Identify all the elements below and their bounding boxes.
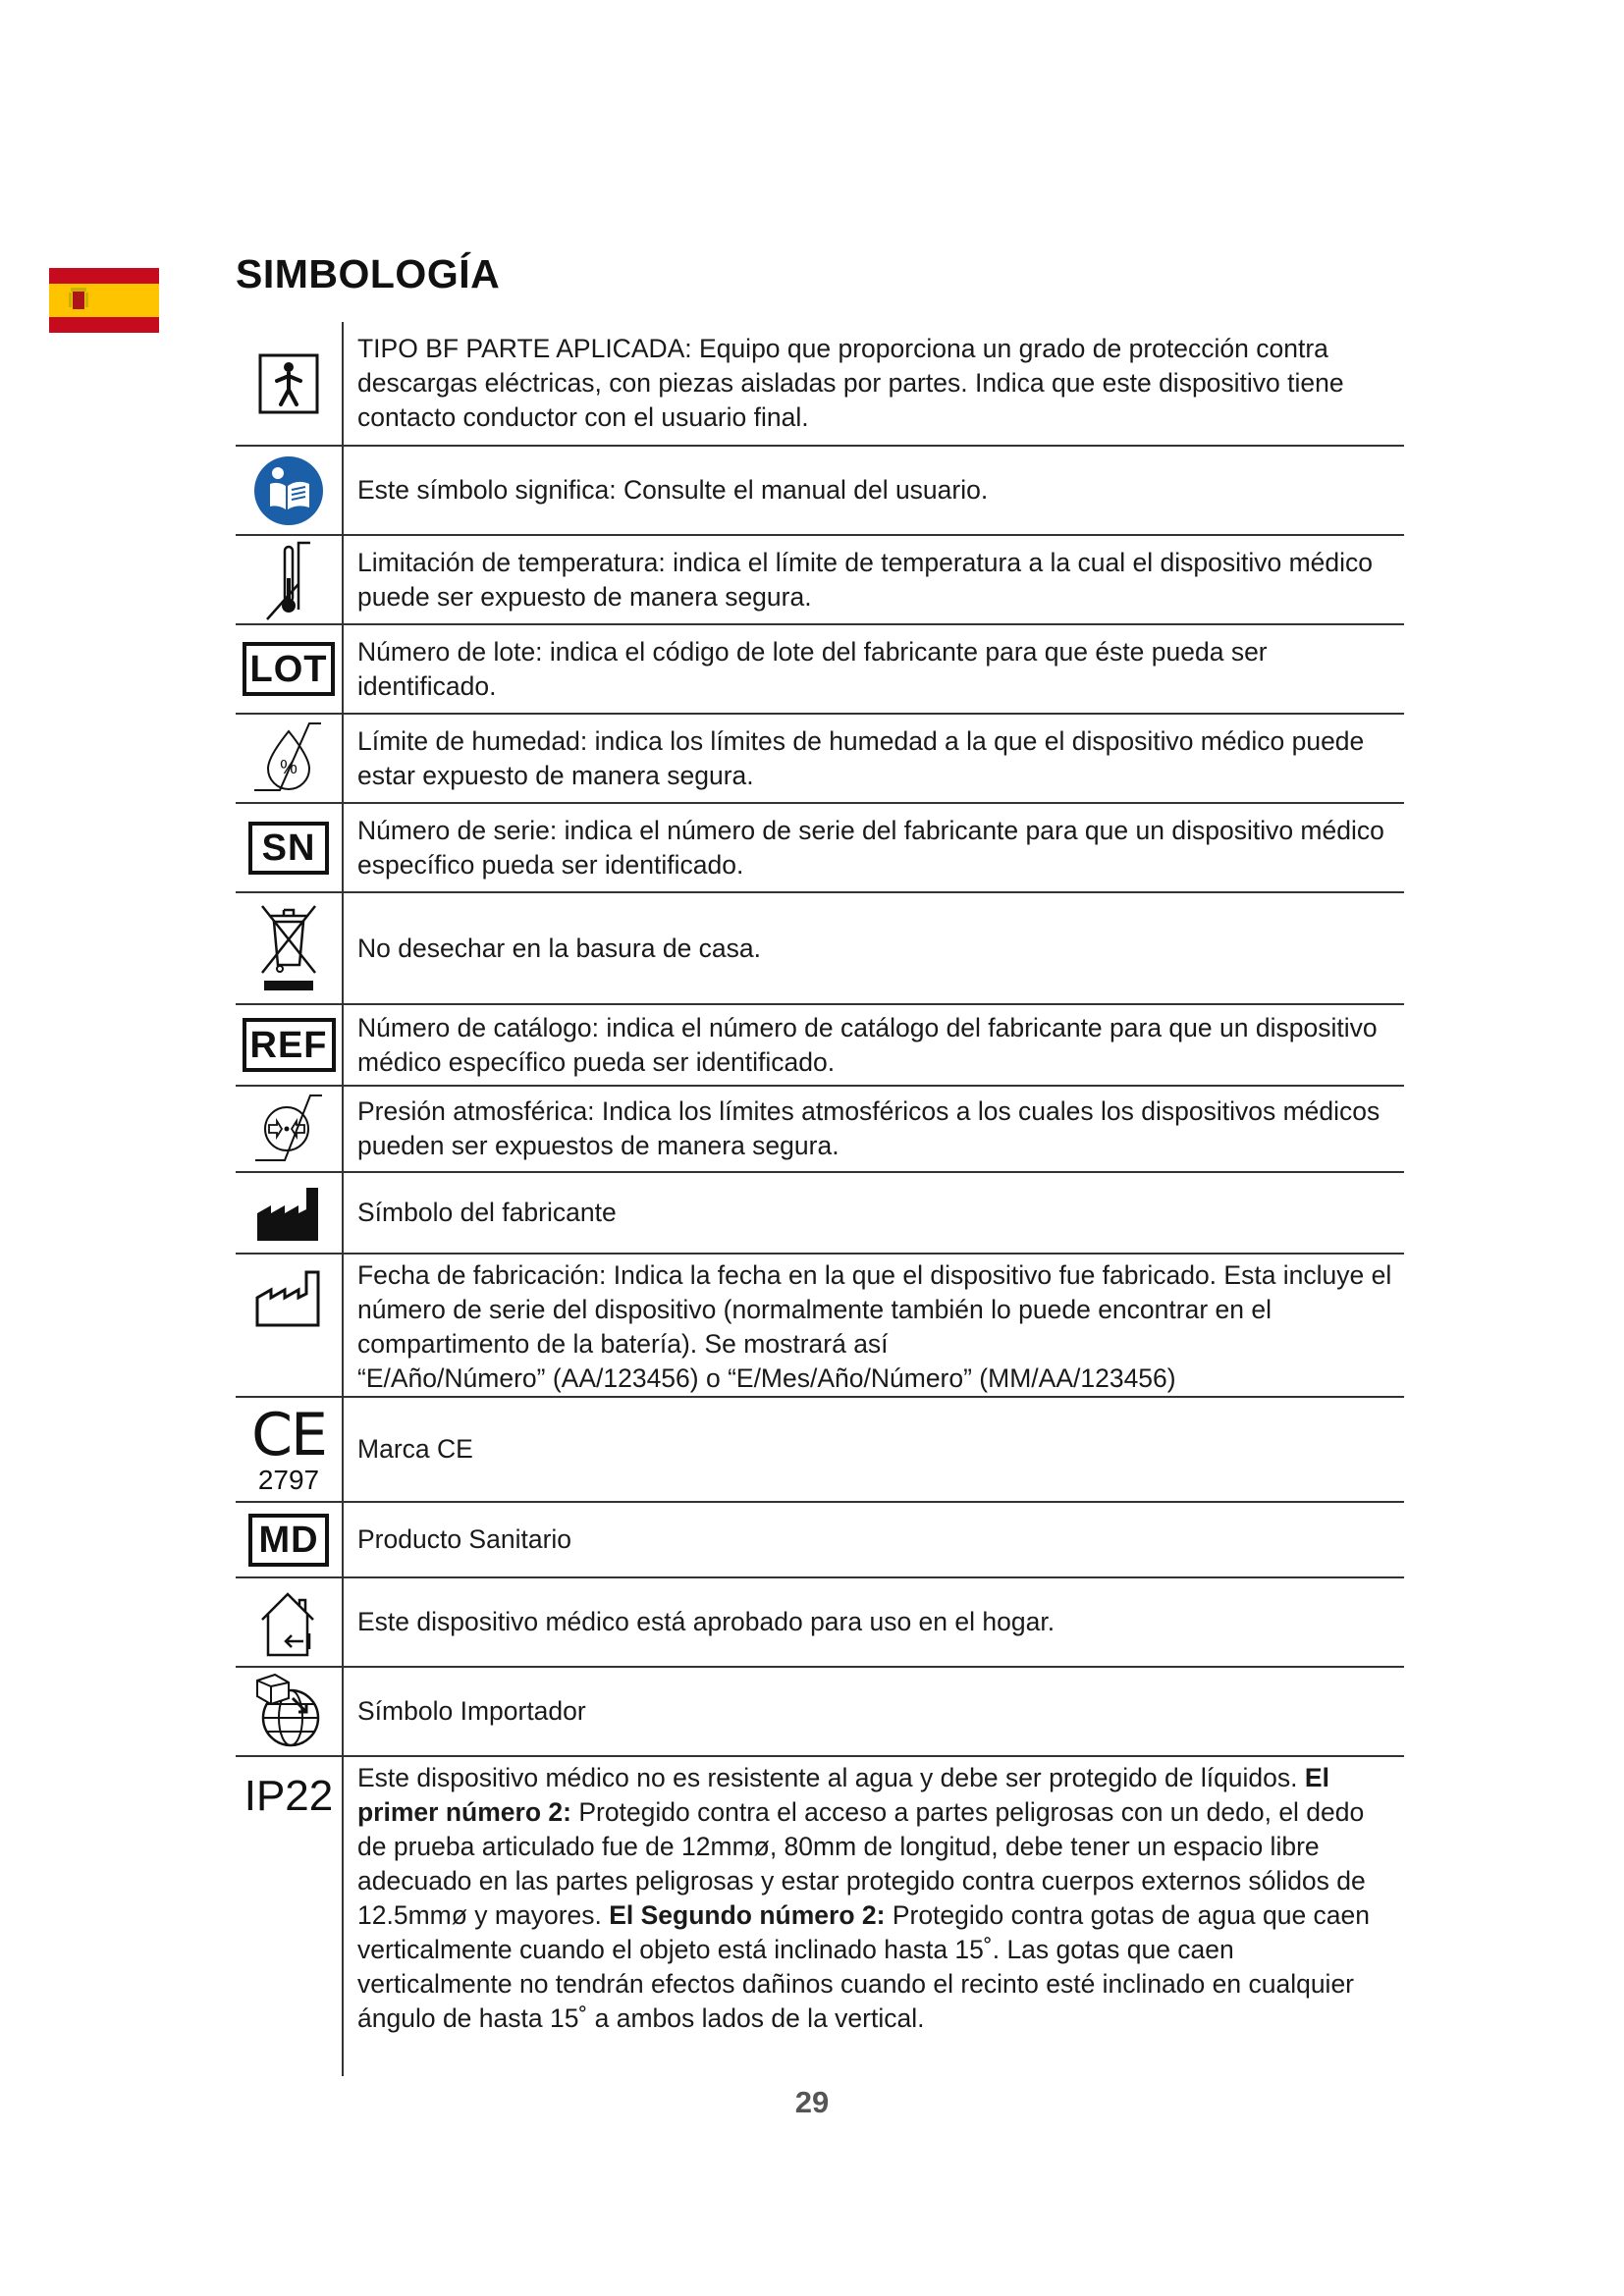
symbol-description-format: “E/Año/Número” (AA/123456) o “E/Mes/Año/Número” (MM/AA/123456)	[357, 1363, 1176, 1393]
ip-first-digit-heading: El primer número 2:	[357, 1763, 1329, 1827]
symbol-description: Este símbolo significa: Consulte el manual del usuario.	[357, 475, 989, 505]
ce-mark-icon	[251, 1400, 326, 1495]
table-row	[236, 625, 1404, 715]
ip-description-intro: Este dispositivo médico no es resistente al agua y debe ser protegido de líquidos.	[357, 1763, 1305, 1792]
manufacture-date-icon	[255, 1268, 322, 1327]
atmospheric-pressure-icon	[249, 1092, 328, 1166]
bf-applied-part-icon	[257, 352, 320, 415]
notified-body-number: 2797	[257, 1464, 320, 1495]
page-number: 29	[794, 2085, 830, 2119]
table-row	[236, 1255, 1404, 1398]
table-row	[236, 1668, 1404, 1757]
ip-second-digit-heading: El Segundo número 2:	[609, 1900, 886, 1930]
symbol-description: Fecha de fabricación: Indica la fecha en la que el dispositivo fue fabricado. Esta incluye el número de serie del dispositivo (normalmente también lo puede encontrar en el compartimento de la batería). Se mostrará así	[357, 1260, 1392, 1359]
symbol-description: Limitación de temperatura: indica el límite de temperatura a la cual el dispositivo médico puede ser expuesto de manera segura.	[357, 547, 1374, 612]
lot-icon: LOT	[243, 642, 336, 696]
table-row	[236, 1173, 1404, 1255]
catalog-ref-icon: REF	[243, 1018, 336, 1072]
table-row	[236, 322, 1404, 447]
symbol-description: Este dispositivo médico está aprobado para uso en el hogar.	[357, 1607, 1056, 1636]
ce-mark-label: CE	[251, 1400, 326, 1469]
table-row	[236, 1578, 1404, 1668]
table-row	[236, 1005, 1404, 1087]
ip-second-digit-description: Protegido contra gotas de agua que caen verticalmente cuando el objeto está inclinado hasta 15˚. Las gotas que caen verticalmente no tendrán efectos dañinos cuando el recinto esté inclinado en cualquier ángulo de hasta 15˚ a ambos lados de la vertical.	[357, 1900, 1371, 2033]
symbol-description: Número de serie: indica el número de serie del fabricante para que un dispositivo médico específico pueda ser identificado.	[357, 815, 1384, 880]
symbol-description: TIPO BF PARTE APLICADA: Equipo que proporciona un grado de protección contra descargas eléctricas, con piezas aisladas por partes. Indica que este dispositivo tiene contacto conductor con el usuario final.	[357, 334, 1344, 432]
symbol-description: Símbolo del fabricante	[357, 1198, 617, 1227]
symbol-description: Símbolo Importador	[357, 1696, 586, 1726]
symbol-description: Número de lote: indica el código de lote del fabricante para que éste pueda ser identificado.	[357, 636, 1268, 701]
serial-number-icon: SN	[248, 822, 330, 875]
home-use-icon	[252, 1586, 325, 1659]
medical-device-icon: MD	[248, 1514, 328, 1567]
ip-rating-icon: IP22	[244, 1772, 334, 1820]
table-row	[236, 893, 1404, 1005]
table-row	[236, 1503, 1404, 1578]
table-row	[236, 447, 1404, 536]
table-row	[236, 804, 1404, 893]
symbol-table	[236, 322, 1404, 2076]
symbol-description: Número de catálogo: indica el número de catálogo del fabricante para que un dispositivo médico específico pueda ser identificado.	[357, 1012, 1378, 1077]
humidity-label: %	[280, 756, 298, 778]
manufacturer-icon	[255, 1184, 322, 1243]
table-row	[236, 1087, 1404, 1173]
table-row	[236, 536, 1404, 625]
symbol-description: Marca CE	[357, 1434, 473, 1464]
temperature-limit-icon	[259, 539, 318, 621]
symbol-description: No desechar en la basura de casa.	[357, 933, 762, 963]
importer-icon	[249, 1673, 328, 1751]
symbol-description: Producto Sanitario	[357, 1524, 572, 1554]
weee-bin-icon	[256, 900, 321, 996]
table-row	[236, 715, 1404, 804]
table-row	[236, 1757, 1404, 2076]
ip-first-digit-description: Protegido contra el acceso a partes peligrosas con un dedo, el dedo de prueba articulado fue de 12mmø, 80mm de longitud, debe tener un espacio libre adecuado en las partes peligrosas y estar protegido contra cuerpos externos sólidos de 12.5mmø y mayores.	[357, 1797, 1366, 1930]
spain-flag-icon	[49, 268, 159, 333]
symbol-description: Presión atmosférica: Indica los límites atmosféricos a los cuales los dispositivos médicos pueden ser expuestos de manera segura.	[357, 1096, 1380, 1160]
consult-manual-icon	[252, 454, 325, 527]
symbol-description: Límite de humedad: indica los límites de humedad a la que el dispositivo médico puede estar expuesto de manera segura.	[357, 725, 1365, 790]
humidity-limit-icon	[250, 720, 327, 798]
table-row	[236, 1398, 1404, 1503]
page-title: SIMBOLOGÍA	[236, 251, 501, 296]
